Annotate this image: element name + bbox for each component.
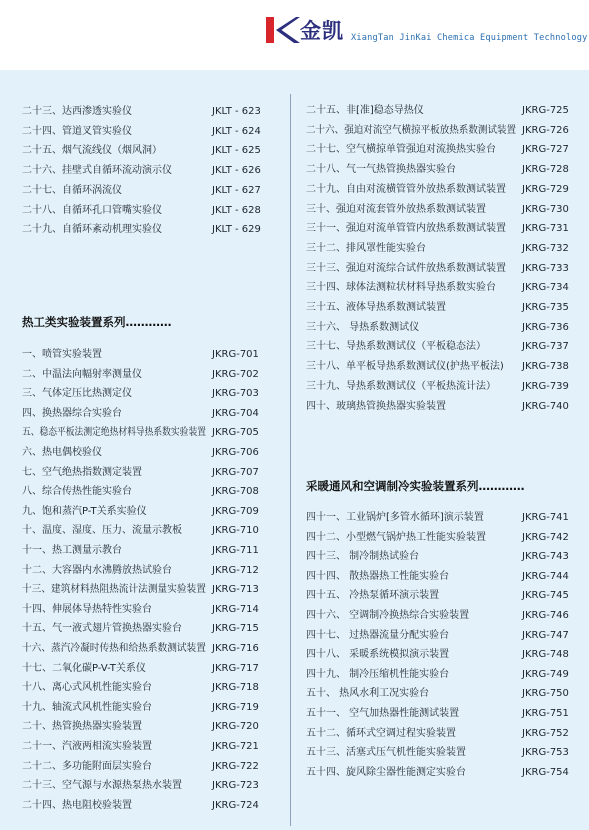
- section-title: 采暖通风和空调制冷实验装置系列…………: [306, 479, 525, 493]
- item-name: 四十七、 过热器流量分配实验台: [306, 629, 450, 641]
- item-code: JKRG-743: [522, 551, 569, 563]
- item-name: 五十三、活塞式压气机性能实验装置: [306, 747, 466, 759]
- item-name: 二十、热管换热器实验装置: [22, 721, 142, 733]
- item-code: JKRG-717: [212, 662, 259, 674]
- item-name: 七、空气绝热指数测定装置: [22, 466, 142, 478]
- item-name: 四十二、小型燃气锅炉热工性能实验装置: [306, 531, 486, 543]
- item-code: JKRG-702: [212, 368, 259, 380]
- item-name: 二十九、自由对流横管管外放热系数测试装置: [306, 183, 506, 195]
- item-code: JKRG-751: [522, 708, 569, 719]
- item-name: 十八、离心式风机性能实验台: [22, 682, 152, 694]
- item-code: JKRG-723: [212, 780, 259, 792]
- item-name: 三、气体定压比热测定仪: [22, 388, 132, 400]
- item-name: 二十六、强迫对流空气横掠平板放热系数测试装置: [306, 124, 517, 136]
- item-name: 三十九、导热系数测试仪（平板热流计法）: [306, 380, 496, 392]
- item-name: 十、温度、湿度、压力、流量示教板: [22, 525, 182, 537]
- item-name: 三十四、球体法测粒状材料导热系数实验台: [306, 282, 496, 294]
- item-code: JKRG-731: [522, 223, 569, 235]
- item-code: JKRG-716: [212, 643, 259, 654]
- item-name: 八、综合传热性能实验台: [22, 486, 132, 498]
- item-code: JKLT - 623: [212, 106, 261, 117]
- item-code: JKRG-744: [522, 570, 569, 582]
- item-code: JKRG-745: [522, 590, 569, 602]
- item-code: JKLT - 629: [212, 224, 261, 236]
- item-name: 五十二、循环式空调过程实验装置: [306, 727, 456, 739]
- jinkai-logo-icon: [266, 17, 300, 43]
- item-name: 四十四、 散热器热工性能实验台: [306, 570, 450, 582]
- column-divider: [290, 94, 291, 826]
- item-name: 二十五、烟气流线仪（烟风洞）: [22, 145, 162, 157]
- item-code: JKRG-754: [522, 766, 569, 778]
- item-name: 十四、伸展体导热特性实验台: [22, 603, 152, 615]
- item-name: 四十、玻璃热管换热器实验装置: [306, 400, 446, 412]
- item-name: 三十七、导热系数测试仪（平板稳态法）: [306, 341, 486, 353]
- item-name: 三十六、 导热系数测试仪: [306, 321, 420, 333]
- item-code: JKRG-724: [212, 799, 259, 811]
- item-code: JKRG-747: [522, 629, 569, 641]
- item-code: JKRG-746: [522, 610, 569, 621]
- item-name: 四十九、 制冷压缩机性能实验台: [306, 668, 450, 680]
- item-code: JKRG-739: [522, 380, 569, 392]
- item-code: JKRG-750: [522, 688, 569, 700]
- item-code: JKRG-713: [212, 584, 259, 596]
- item-code: JKRG-715: [212, 623, 259, 635]
- item-code: JKRG-718: [212, 682, 259, 694]
- item-code: JKRG-732: [522, 242, 569, 254]
- item-code: JKRG-741: [522, 512, 569, 523]
- item-code: JKRG-753: [522, 747, 569, 759]
- item-code: JKRG-736: [522, 321, 569, 333]
- item-code: JKRG-729: [522, 183, 569, 195]
- item-name: 二十一、汽液两相流实验装置: [22, 741, 152, 752]
- item-name: 二十二、多功能附面层实验台: [22, 760, 152, 772]
- item-code: JKLT - 625: [212, 145, 261, 157]
- item-name: 五、稳态平板法测定绝热材料导热系数实验装置: [22, 427, 206, 439]
- item-code: JKRG-742: [522, 531, 569, 543]
- item-code: JKRG-722: [212, 760, 259, 772]
- item-code: JKLT - 627: [212, 184, 261, 196]
- item-code: JKRG-704: [212, 407, 259, 419]
- item-code: JKRG-728: [522, 164, 569, 176]
- item-name: 十一、热工测量示教台: [22, 545, 122, 556]
- item-name: 五十、 热风水利工况实验台: [306, 688, 430, 700]
- item-name: 十九、轴流式风机性能实验台: [22, 701, 152, 713]
- item-name: 十五、气一液式翅片管换热器实验台: [22, 623, 182, 635]
- item-code: JKRG-738: [522, 361, 569, 373]
- item-name: 三十二、排风罩性能实验台: [306, 242, 426, 254]
- item-code: JKRG-749: [522, 668, 569, 680]
- item-code: JKLT - 626: [212, 165, 261, 177]
- item-name: 十七、二氧化碳P-V-T关系仪: [22, 662, 146, 674]
- item-code: JKRG-735: [522, 302, 569, 313]
- item-name: 十三、建筑材料热阻热流计法测量实验装置: [22, 584, 206, 596]
- item-name: 六、热电偶校验仪: [22, 447, 102, 458]
- item-name: 三十一、强迫对流单管管内放热系数测试装置: [306, 223, 506, 235]
- item-code: JKRG-706: [212, 447, 259, 458]
- item-name: 四十三、 制冷制热试验台: [306, 551, 420, 563]
- item-name: 二、中温法向幅射率测量仪: [22, 368, 142, 380]
- item-code: JKRG-705: [212, 427, 259, 439]
- item-code: JKRG-712: [212, 564, 259, 576]
- section-title: 热工类实验装置系列…………: [22, 315, 172, 329]
- item-name: 三十八、单平板导热系数测试仪(护热平板法): [306, 361, 504, 373]
- item-code: JKRG-719: [212, 701, 259, 713]
- brand-tagline-en: XiangTan JinKai Chemica Equipment Technology: [351, 33, 588, 43]
- item-name: 五十四、旋风除尘器性能测定实验台: [306, 766, 466, 778]
- item-name: 十六、蒸汽冷凝时传热和给热系数测试装置: [22, 643, 206, 654]
- item-name: 四、换热器综合实验台: [22, 407, 122, 419]
- item-code: JKRG-711: [212, 545, 259, 556]
- item-code: JKRG-740: [522, 400, 569, 412]
- item-name: 二十六、挂壁式自循环流动演示仪: [22, 165, 172, 177]
- item-name: 二十八、气一气热管换热器实验台: [306, 164, 456, 176]
- item-name: 九、饱和蒸汽P-T关系实验仪: [22, 505, 147, 517]
- item-name: 二十三、空气源与水源热泵热水装置: [22, 780, 182, 792]
- item-code: JKRG-737: [522, 341, 569, 353]
- item-name: 二十四、管道叉管实验仪: [22, 125, 132, 137]
- item-code: JKRG-714: [212, 603, 259, 615]
- item-name: 十二、大容器内水沸腾放热试验台: [22, 564, 172, 576]
- item-code: JKRG-710: [212, 525, 259, 537]
- item-name: 四十六、 空调制冷换热综合实验装置: [306, 610, 470, 621]
- item-name: 四十八、 采暖系统模拟演示装置: [306, 649, 450, 661]
- item-code: JKRG-703: [212, 388, 259, 400]
- item-name: 三十三、强迫对流综合试件放热系数测试装置: [306, 262, 506, 274]
- item-name: 二十七、自循环涡流仪: [22, 184, 122, 196]
- item-code: JKRG-701: [212, 349, 259, 360]
- item-name: 三十五、液体导热系数测试装置: [306, 302, 446, 313]
- item-code: JKRG-748: [522, 649, 569, 661]
- item-code: JKLT - 624: [212, 125, 261, 137]
- item-name: 二十三、达西渗透实验仪: [22, 106, 132, 117]
- header-banner: [0, 0, 589, 70]
- item-code: JKRG-721: [212, 741, 259, 752]
- item-name: 一、喷管实验装置: [22, 349, 102, 360]
- brand-name-cn: 金凯: [300, 19, 344, 43]
- item-name: 二十五、非[准]稳态导热仪: [306, 105, 424, 116]
- item-code: JKRG-708: [212, 486, 259, 498]
- item-code: JKRG-727: [522, 144, 569, 156]
- item-name: 五十一、 空气加热器性能测试装置: [306, 708, 460, 719]
- item-name: 二十四、热电阻校验装置: [22, 799, 132, 811]
- item-code: JKRG-725: [522, 105, 569, 116]
- item-code: JKRG-726: [522, 124, 569, 136]
- item-name: 三十、强迫对流套管外放热系数测试装置: [306, 203, 486, 215]
- item-code: JKRG-707: [212, 466, 259, 478]
- item-name: 二十七、空气横掠单管强迫对流换热实验台: [306, 144, 496, 156]
- item-name: 四十五、 冷热泵循环演示装置: [306, 590, 440, 602]
- item-code: JKRG-730: [522, 203, 569, 215]
- item-name: 二十九、自循环紊动机理实验仪: [22, 224, 162, 236]
- item-code: JKRG-709: [212, 505, 259, 517]
- item-name: 二十八、自循环孔口管嘴实验仪: [22, 204, 162, 216]
- item-name: 四十一、工业锅炉[多管水循环]演示装置: [306, 512, 484, 523]
- item-code: JKLT - 628: [212, 204, 261, 216]
- item-code: JKRG-734: [522, 282, 569, 294]
- item-code: JKRG-720: [212, 721, 259, 733]
- item-code: JKRG-733: [522, 262, 569, 274]
- item-code: JKRG-752: [522, 727, 569, 739]
